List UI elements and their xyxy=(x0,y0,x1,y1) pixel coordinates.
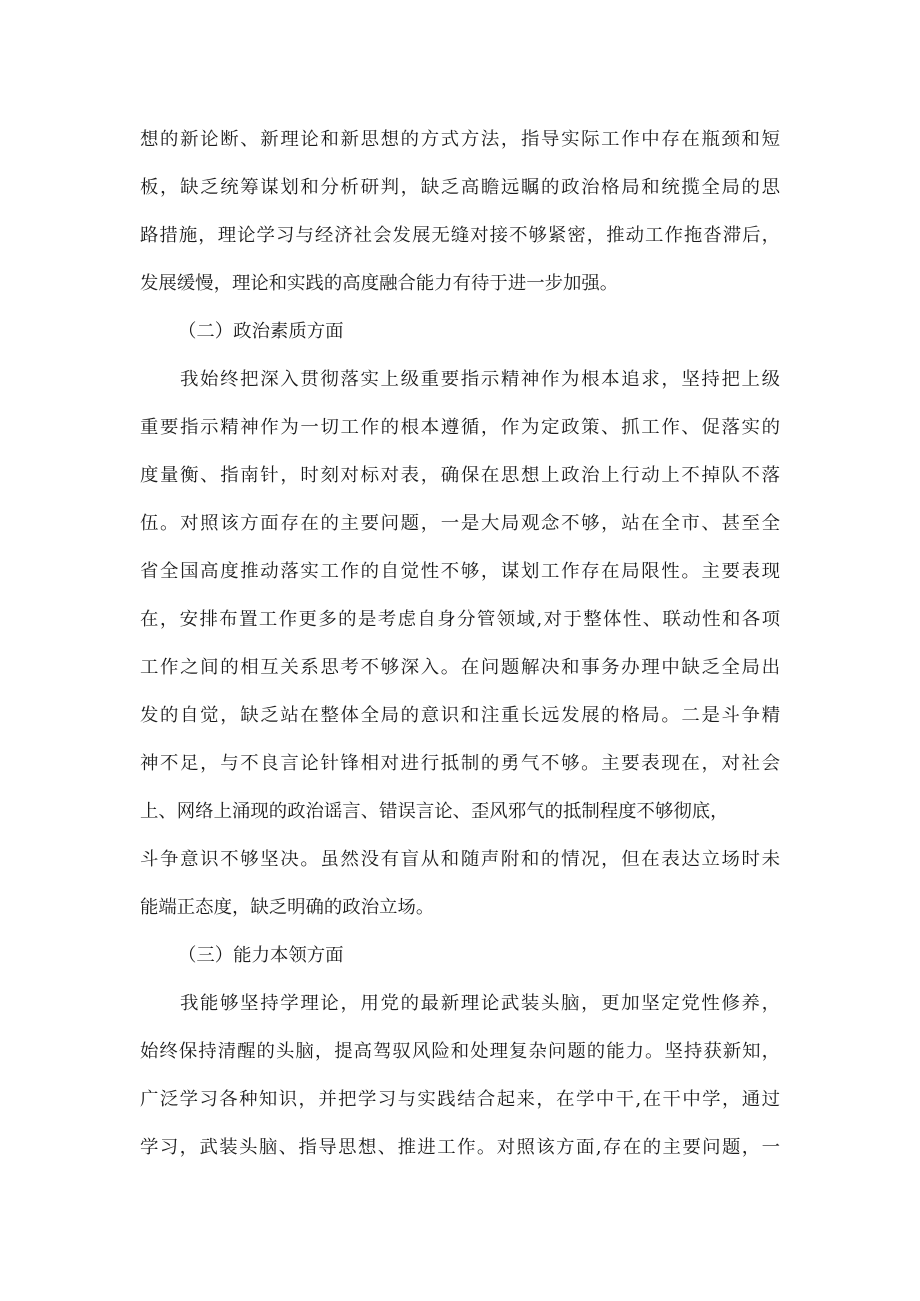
text-line: 神不足，与不良言论针锋相对进行抵制的勇气不够。主要表现在，对社会 xyxy=(140,753,780,774)
section-heading-ability: （三）能力本领方面 xyxy=(178,945,344,966)
text-line: 上、网络上涌现的政治谣言、错误言论、歪风邪气的抵制程度不够彻底， xyxy=(140,801,729,822)
text-line: 发展缓慢，理论和实践的高度融合能力有待于进一步加强。 xyxy=(140,273,619,294)
text-line: 省全国高度推动落实工作的自觉性不够，谋划工作存在局限性。主要表现 xyxy=(140,561,780,582)
text-line: 发的自觉，缺乏站在整体全局的意识和注重长远发展的格局。二是斗争精 xyxy=(140,705,780,726)
paragraph-political-quality xyxy=(140,356,780,932)
text-line: 伍。对照该方面存在的主要问题，一是大局观念不够，站在全市、甚至全 xyxy=(140,513,780,534)
text-line: 在，安排布置工作更多的是考虑自身分管领域,对于整体性、联动性和各项 xyxy=(140,609,780,630)
paragraph-ability xyxy=(140,980,780,1172)
text-line: 能端正态度，缺乏明确的政治立场。 xyxy=(140,897,435,918)
paragraph-theory-integration xyxy=(140,116,780,308)
text-line: 我能够坚持学理论，用党的最新理论武装头脑，更加坚定党性修养， xyxy=(180,993,780,1014)
text-line: 度量衡、指南针，时刻对标对表，确保在思想上政治上行动上不掉队不落 xyxy=(140,465,780,486)
text-line: 工作之间的相互关系思考不够深入。在问题解决和事务办理中缺乏全局出 xyxy=(140,657,780,678)
text-line: 始终保持清醒的头脑，提高驾驭风险和处理复杂问题的能力。坚持获新知， xyxy=(140,1041,780,1062)
text-line: 学习，武装头脑、指导思想、推进工作。对照该方面,存在的主要问题，一 xyxy=(140,1137,780,1158)
text-line: 斗争意识不够坚决。虽然没有盲从和随声附和的情况，但在表达立场时未 xyxy=(140,849,780,870)
text-line: 广泛学习各种知识，并把学习与实践结合起来，在学中干,在干中学，通过 xyxy=(140,1089,780,1110)
text-line: 板，缺乏统筹谋划和分析研判，缺乏高瞻远瞩的政治格局和统揽全局的思 xyxy=(140,177,780,198)
document-body xyxy=(140,116,780,1172)
text-line: 路措施，理论学习与经济社会发展无缝对接不够紧密，推动工作拖沓滞后， xyxy=(140,225,780,246)
section-heading-political-quality: （二）政治素质方面 xyxy=(178,321,344,342)
text-line: 重要指示精神作为一切工作的根本遵循，作为定政策、抓工作、促落实的 xyxy=(140,417,780,438)
text-line: 想的新论断、新理论和新思想的方式方法，指导实际工作中存在瓶颈和短 xyxy=(140,129,780,150)
text-line: 我始终把深入贯彻落实上级重要指示精神作为根本追求，坚持把上级 xyxy=(180,369,780,390)
